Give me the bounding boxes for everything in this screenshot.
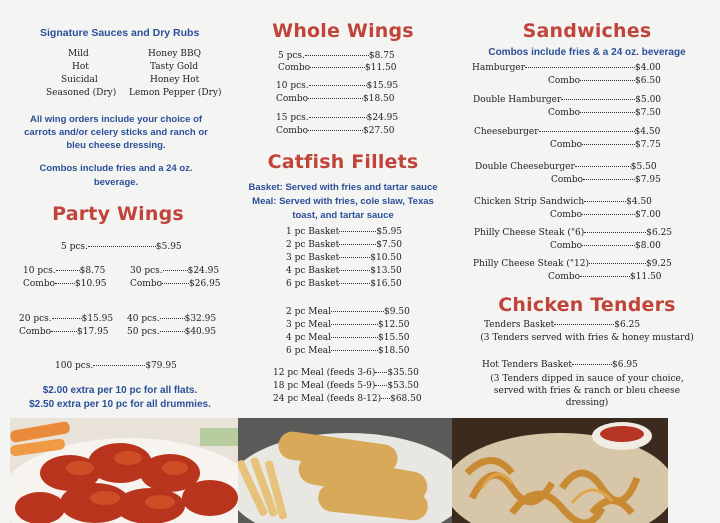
menu-row — [19, 314, 113, 325]
item-price: $7.95 — [635, 175, 661, 185]
item-price: $53.50 — [387, 381, 419, 391]
dot-leader — [308, 129, 363, 131]
item-label: Combo — [23, 279, 56, 289]
item-price: $18.50 — [363, 94, 395, 104]
dot-leader — [88, 245, 156, 247]
dot-leader — [160, 330, 185, 332]
item-price: $32.95 — [184, 314, 217, 324]
combos-note — [0, 162, 232, 190]
menu-row — [130, 279, 221, 290]
dot-leader — [339, 243, 376, 245]
item-label: Hot Tenders Basket — [482, 360, 573, 370]
item-price: $6.50 — [635, 76, 661, 86]
menu-row — [278, 63, 397, 74]
desc-line: served with fries & ranch or bleu cheese — [493, 386, 681, 396]
dot-leader — [580, 111, 635, 113]
item-label: Hamburger — [472, 63, 525, 73]
menu-row — [127, 314, 216, 325]
menu-row — [484, 320, 640, 331]
dot-leader — [381, 397, 390, 399]
tenders-basket-desc: (3 Tenders served with fries & honey mustard) — [480, 333, 694, 343]
item-price: $7.00 — [635, 210, 661, 220]
dot-leader — [575, 165, 631, 167]
combo-row — [550, 140, 661, 151]
item-label: 40 pcs. — [127, 314, 160, 324]
item-label: 4 pc Meal — [286, 333, 332, 343]
item-label: Tenders Basket — [484, 320, 555, 330]
dot-leader — [51, 330, 77, 332]
item-label: Combo — [130, 279, 163, 289]
item-label: Combo — [19, 327, 52, 337]
dot-leader — [572, 363, 612, 365]
menu-row — [273, 368, 419, 379]
sauce-tasty-gold: Tasty Gold — [150, 62, 199, 72]
desc-line: dressing) — [565, 398, 609, 408]
whole-wings-title: Whole Wings — [272, 20, 414, 42]
combo-row — [550, 210, 661, 221]
menu-row — [276, 126, 395, 137]
wing-orders-note — [0, 113, 232, 152]
dot-leader — [583, 178, 635, 180]
dot-leader — [554, 323, 614, 325]
item-price: $27.50 — [363, 126, 395, 136]
dot-leader — [339, 282, 370, 284]
sauce-lemon-pepper: Lemon Pepper (Dry) — [129, 88, 222, 98]
menu-row — [276, 94, 395, 105]
dot-leader — [582, 244, 635, 246]
note-line: carrots and/or celery sticks and ranch or — [24, 127, 208, 138]
dot-leader — [582, 213, 635, 215]
menu-row — [276, 81, 398, 92]
sandwich-row — [474, 197, 652, 208]
item-price: $6.25 — [614, 320, 641, 330]
dot-leader — [525, 66, 635, 68]
item-label: Combo — [550, 140, 583, 150]
item-label: Chicken Strip Sandwich — [474, 197, 585, 207]
item-label: 20 pcs. — [19, 314, 52, 324]
item-label: Combo — [548, 76, 581, 86]
dot-leader — [55, 282, 75, 284]
item-label: Combo — [276, 126, 309, 136]
dot-leader — [539, 130, 635, 132]
item-price: $6.25 — [646, 228, 673, 238]
item-price: $15.95 — [81, 314, 114, 324]
item-label: 24 pc Meal (feeds 8-12) — [273, 394, 382, 404]
note-line: toast, and tartar sauce — [292, 210, 394, 221]
tenders-image — [452, 418, 668, 523]
sandwiches-note: Combos include fries & a 24 oz. beverage — [488, 47, 686, 58]
dot-leader — [584, 200, 626, 202]
item-label: Combo — [550, 241, 583, 251]
sandwich-row — [473, 259, 672, 270]
item-price: $26.95 — [189, 279, 221, 289]
combo-row — [548, 76, 661, 87]
sauce-honey-bbq: Honey BBQ — [148, 49, 201, 59]
item-price: $6.95 — [612, 360, 638, 370]
item-label: 1 pc Basket — [286, 227, 340, 237]
item-price: $35.50 — [387, 368, 419, 378]
dot-leader — [582, 143, 635, 145]
item-price: $10.50 — [370, 253, 402, 263]
note-line: Meal: Served with fries, cole slaw, Texas — [252, 196, 434, 207]
sandwich-row — [472, 63, 661, 74]
item-label: Cheeseburger — [474, 127, 539, 137]
desc-line: (3 Tenders dipped in sauce of your choice, — [490, 374, 684, 384]
item-price: $9.50 — [384, 307, 410, 317]
note-line: All wing orders include your choice of — [29, 114, 203, 125]
menu-row — [127, 327, 216, 338]
item-label: 3 pc Basket — [286, 253, 340, 263]
item-price: $13.50 — [370, 266, 402, 276]
sandwich-row — [475, 162, 657, 173]
item-label: 30 pcs. — [130, 266, 163, 276]
item-price: $9.25 — [645, 259, 672, 269]
dot-leader — [584, 231, 646, 233]
menu-row — [278, 51, 395, 62]
item-price: $15.50 — [378, 333, 410, 343]
item-price: $7.50 — [635, 108, 661, 118]
menu-row — [286, 346, 410, 357]
hot-tenders-desc — [454, 373, 720, 409]
item-price: $4.00 — [635, 63, 661, 73]
dot-leader — [331, 349, 378, 351]
menu-row — [286, 307, 410, 318]
item-label: Philly Cheese Steak ("12) — [473, 259, 589, 269]
menu-row — [273, 394, 422, 405]
menu-row — [23, 279, 107, 290]
item-label: 5 pcs. — [61, 242, 88, 252]
item-price: $8.75 — [368, 51, 395, 61]
item-label: Double Cheeseburger — [475, 162, 575, 172]
dot-leader — [331, 310, 384, 312]
item-label: Philly Cheese Steak ("6) — [474, 228, 585, 238]
item-label: 6 pc Meal — [286, 346, 332, 356]
item-label: 6 pc Basket — [286, 279, 340, 289]
catfish-image — [238, 418, 452, 523]
menu-row — [19, 327, 109, 338]
item-price: $4.50 — [634, 127, 661, 137]
dot-leader — [305, 54, 369, 56]
combo-row — [548, 272, 662, 283]
menu-row — [286, 227, 402, 238]
item-price: $8.00 — [635, 241, 661, 251]
dot-leader — [56, 269, 80, 271]
item-label: 10 pcs. — [276, 81, 309, 91]
item-label: Combo — [548, 108, 581, 118]
sandwich-row — [473, 95, 661, 106]
note-line: beverage. — [93, 177, 139, 188]
item-price: $8.75 — [79, 266, 106, 276]
item-price: $79.95 — [145, 361, 177, 371]
dot-leader — [339, 230, 376, 232]
item-price: $12.50 — [378, 320, 410, 330]
item-label: 12 pc Meal (feeds 3-6) — [273, 368, 376, 378]
menu-row — [482, 360, 638, 371]
dot-leader — [589, 262, 646, 264]
catfish-basket-note: Basket: Served with fries and tartar sauce — [248, 182, 438, 193]
wings-photo — [10, 418, 238, 523]
party-wings-title: Party Wings — [52, 203, 184, 225]
dot-leader — [339, 269, 370, 271]
item-price: $24.95 — [187, 266, 220, 276]
dot-leader — [309, 116, 367, 118]
menu-row — [276, 113, 398, 124]
combo-row — [548, 108, 661, 119]
menu-row — [286, 240, 402, 251]
menu-row — [286, 266, 402, 277]
item-label: 3 pc Meal — [286, 320, 332, 330]
item-label: 18 pc Meal (feeds 5-9) — [273, 381, 376, 391]
item-price: $18.50 — [378, 346, 410, 356]
item-label: Combo — [551, 175, 584, 185]
note-line: bleu cheese dressing. — [66, 140, 166, 151]
item-price: $5.50 — [630, 162, 657, 172]
menu-row — [23, 266, 105, 277]
item-price: $11.50 — [365, 63, 397, 73]
dot-leader — [52, 317, 82, 319]
menu-row — [130, 266, 219, 277]
item-label: Double Hamburger — [473, 95, 562, 105]
dot-leader — [580, 79, 635, 81]
item-label: Combo — [276, 94, 309, 104]
item-label: 50 pcs. — [127, 327, 160, 337]
catfish-title: Catfish Fillets — [267, 151, 419, 173]
item-label: 2 pc Meal — [286, 307, 332, 317]
sandwiches-title: Sandwiches — [522, 20, 652, 42]
sandwich-row — [474, 127, 660, 138]
item-price: $16.50 — [370, 279, 402, 289]
item-price: $40.95 — [184, 327, 217, 337]
sauce-hot: Hot — [72, 62, 89, 72]
dot-leader — [308, 97, 363, 99]
dot-leader — [561, 98, 635, 100]
dot-leader — [163, 269, 188, 271]
menu-row — [273, 381, 419, 392]
extra-charges — [0, 384, 240, 412]
item-price: $10.95 — [75, 279, 107, 289]
dot-leader — [339, 256, 370, 258]
extra-drummies: $2.50 extra per 10 pc for all drummies. — [29, 399, 211, 410]
sauce-honey-hot: Honey Hot — [150, 75, 200, 85]
item-label: 4 pc Basket — [286, 266, 340, 276]
sauce-mild: Mild — [68, 49, 89, 59]
item-label: 100 pcs. — [55, 361, 94, 371]
dot-leader — [160, 317, 185, 319]
catfish-meal-note — [232, 195, 454, 223]
tenders-title: Chicken Tenders — [498, 294, 676, 316]
dot-leader — [375, 371, 387, 373]
item-price: $5.95 — [376, 227, 403, 237]
item-price: $11.50 — [630, 272, 662, 282]
menu-row — [55, 361, 177, 372]
menu-row — [286, 253, 402, 264]
item-price: $4.50 — [626, 197, 652, 207]
dot-leader — [309, 84, 367, 86]
item-price: $15.95 — [366, 81, 399, 91]
sauces-title: Signature Sauces and Dry Rubs — [40, 27, 200, 39]
item-label: Combo — [548, 272, 581, 282]
menu-row — [286, 279, 402, 290]
sauce-seasoned: Seasoned (Dry) — [46, 88, 117, 98]
combo-row — [550, 241, 661, 252]
menu-row — [286, 333, 410, 344]
item-label: Combo — [278, 63, 311, 73]
item-label: 15 pcs. — [276, 113, 309, 123]
dot-leader — [162, 282, 189, 284]
dot-leader — [310, 66, 365, 68]
item-price: $17.95 — [77, 327, 109, 337]
menu-row — [286, 320, 410, 331]
extra-flats: $2.00 extra per 10 pc for all flats. — [42, 385, 198, 396]
combo-row — [551, 175, 661, 186]
dot-leader — [331, 336, 378, 338]
item-label: 2 pc Basket — [286, 240, 340, 250]
tenders-photo — [452, 418, 668, 523]
item-price: $24.95 — [366, 113, 399, 123]
dot-leader — [375, 384, 387, 386]
menu-row — [61, 242, 182, 253]
item-label: Combo — [550, 210, 583, 220]
item-price: $5.00 — [635, 95, 662, 105]
sauce-suicidal: Suicidal — [61, 75, 98, 85]
catfish-photo — [238, 418, 452, 523]
item-label: 5 pcs. — [278, 51, 305, 61]
item-label: 10 pcs. — [23, 266, 56, 276]
item-price: $5.95 — [155, 242, 182, 252]
wings-image — [10, 418, 238, 523]
dot-leader — [93, 364, 145, 366]
item-price: $7.75 — [635, 140, 661, 150]
sandwich-row — [474, 228, 672, 239]
item-price: $7.50 — [376, 240, 403, 250]
dot-leader — [580, 275, 630, 277]
dot-leader — [331, 323, 378, 325]
item-price: $68.50 — [390, 394, 422, 404]
note-line: Combos include fries and a 24 oz. — [39, 163, 193, 174]
